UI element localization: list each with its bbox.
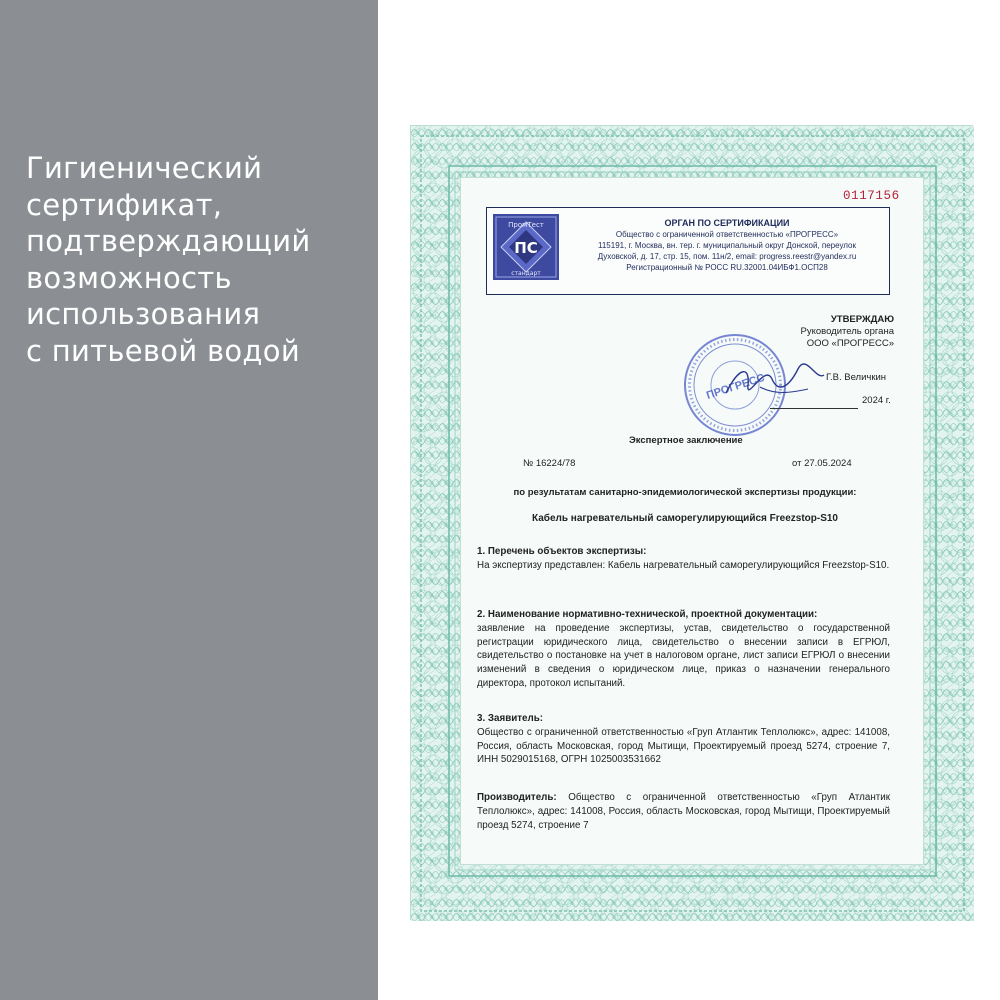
certification-logo bbox=[493, 214, 559, 280]
organ-address-line: Духовской, д. 17, стр. 15, пом. 11н/2, email: progress.reestr@yandex.ru bbox=[597, 252, 857, 261]
approval-name: Г.В. Величкин bbox=[826, 372, 887, 383]
headline-line: подтверждающий bbox=[26, 224, 311, 258]
headline-line: сертификат, bbox=[26, 187, 223, 222]
organ-header-box bbox=[486, 207, 890, 295]
headline-line: использования bbox=[26, 297, 261, 331]
section-text: заявление на проведение экспертизы, устав, свидетельство о государственной регистрации юридического лица, свидетельство о внесении записи в ЕГРЮЛ, свидетельство о постановке на учет в налоговом органе, лист записи ЕГРЮЛ о внесении изменений в сведения о юридическом лице, приказ о назначении генерального директора, протокол испытаний. bbox=[477, 622, 890, 689]
section-heading: 3. Заявитель: bbox=[477, 713, 543, 724]
headline bbox=[26, 150, 376, 369]
signature bbox=[720, 355, 830, 405]
section-heading: 2. Наименование нормативно-технической, проектной документации: bbox=[477, 609, 818, 620]
headline-line: возможность bbox=[26, 260, 232, 295]
section-objects bbox=[477, 545, 890, 573]
organ-details bbox=[569, 218, 885, 273]
document-title: Экспертное заключение bbox=[629, 435, 743, 446]
section-text: Общество с ограниченной ответственностью «Груп Атлантик Теплолюкс», адрес: 141008, Россия, область Московская, город Мытищи, Проектируемый проезд 5274, строение 7 bbox=[477, 792, 890, 831]
headline-line: Гигиенический bbox=[26, 151, 263, 185]
section-manufacturer bbox=[477, 791, 890, 832]
organ-address-line: 115191, г. Москва, вн. тер. г. муниципальный округ Донской, переулок bbox=[597, 241, 856, 250]
svg-text:ПС: ПС bbox=[514, 239, 538, 257]
organ-registration: Регистрационный № РОСС RU.32001.04ИБФ1.ОСП28 bbox=[626, 263, 828, 272]
approval-role: Руководитель органа bbox=[800, 326, 894, 337]
document-date: от 27.05.2024 bbox=[792, 458, 852, 469]
approval-company: ООО «ПРОГРЕСС» bbox=[806, 338, 894, 349]
signature-date-line bbox=[770, 408, 858, 409]
document-number: № 16224/78 bbox=[523, 458, 576, 469]
logo-icon bbox=[493, 214, 559, 280]
left-panel bbox=[0, 0, 378, 1000]
product-name: Кабель нагревательный саморегулирующийся Freezstop-S10 bbox=[531, 513, 838, 524]
section-text: Общество с ограниченной ответственностью «Груп Атлантик Теплолюкс», адрес: 141008, Россия, область Московская, город Мытищи, Проектируемый проезд 5274, строение 7, ИНН 5029015168, ОГРН 1025003531662 bbox=[477, 726, 890, 766]
organ-company: Общество с ограниченной ответственностью «ПРОГРЕСС» bbox=[615, 230, 839, 239]
serial-number: 0117156 bbox=[843, 189, 900, 203]
section-applicant bbox=[477, 712, 890, 767]
svg-text:стандарт: стандарт bbox=[511, 270, 541, 277]
svg-text:ПромТест: ПромТест bbox=[508, 221, 544, 229]
svg-text:ПРОГРЕСС: ПРОГРЕСС bbox=[705, 371, 767, 402]
section-heading: 1. Перечень объектов экспертизы: bbox=[477, 546, 647, 557]
approval-word: УТВЕРЖДАЮ bbox=[830, 314, 894, 325]
section-documentation bbox=[477, 608, 890, 691]
print-mark bbox=[691, 858, 692, 863]
expertise-purpose: по результатам санитарно-эпидемиологической экспертизы продукции: bbox=[513, 487, 857, 498]
headline-line: с питьевой водой bbox=[26, 333, 300, 368]
organ-title: ОРГАН ПО СЕРТИФИКАЦИИ bbox=[664, 218, 790, 228]
section-text: На экспертизу представлен: Кабель нагревательный саморегулирующийся Freezstop-S10. bbox=[477, 559, 890, 571]
section-heading: Производитель: bbox=[477, 792, 557, 803]
approval-year: 2024 г. bbox=[862, 395, 891, 406]
